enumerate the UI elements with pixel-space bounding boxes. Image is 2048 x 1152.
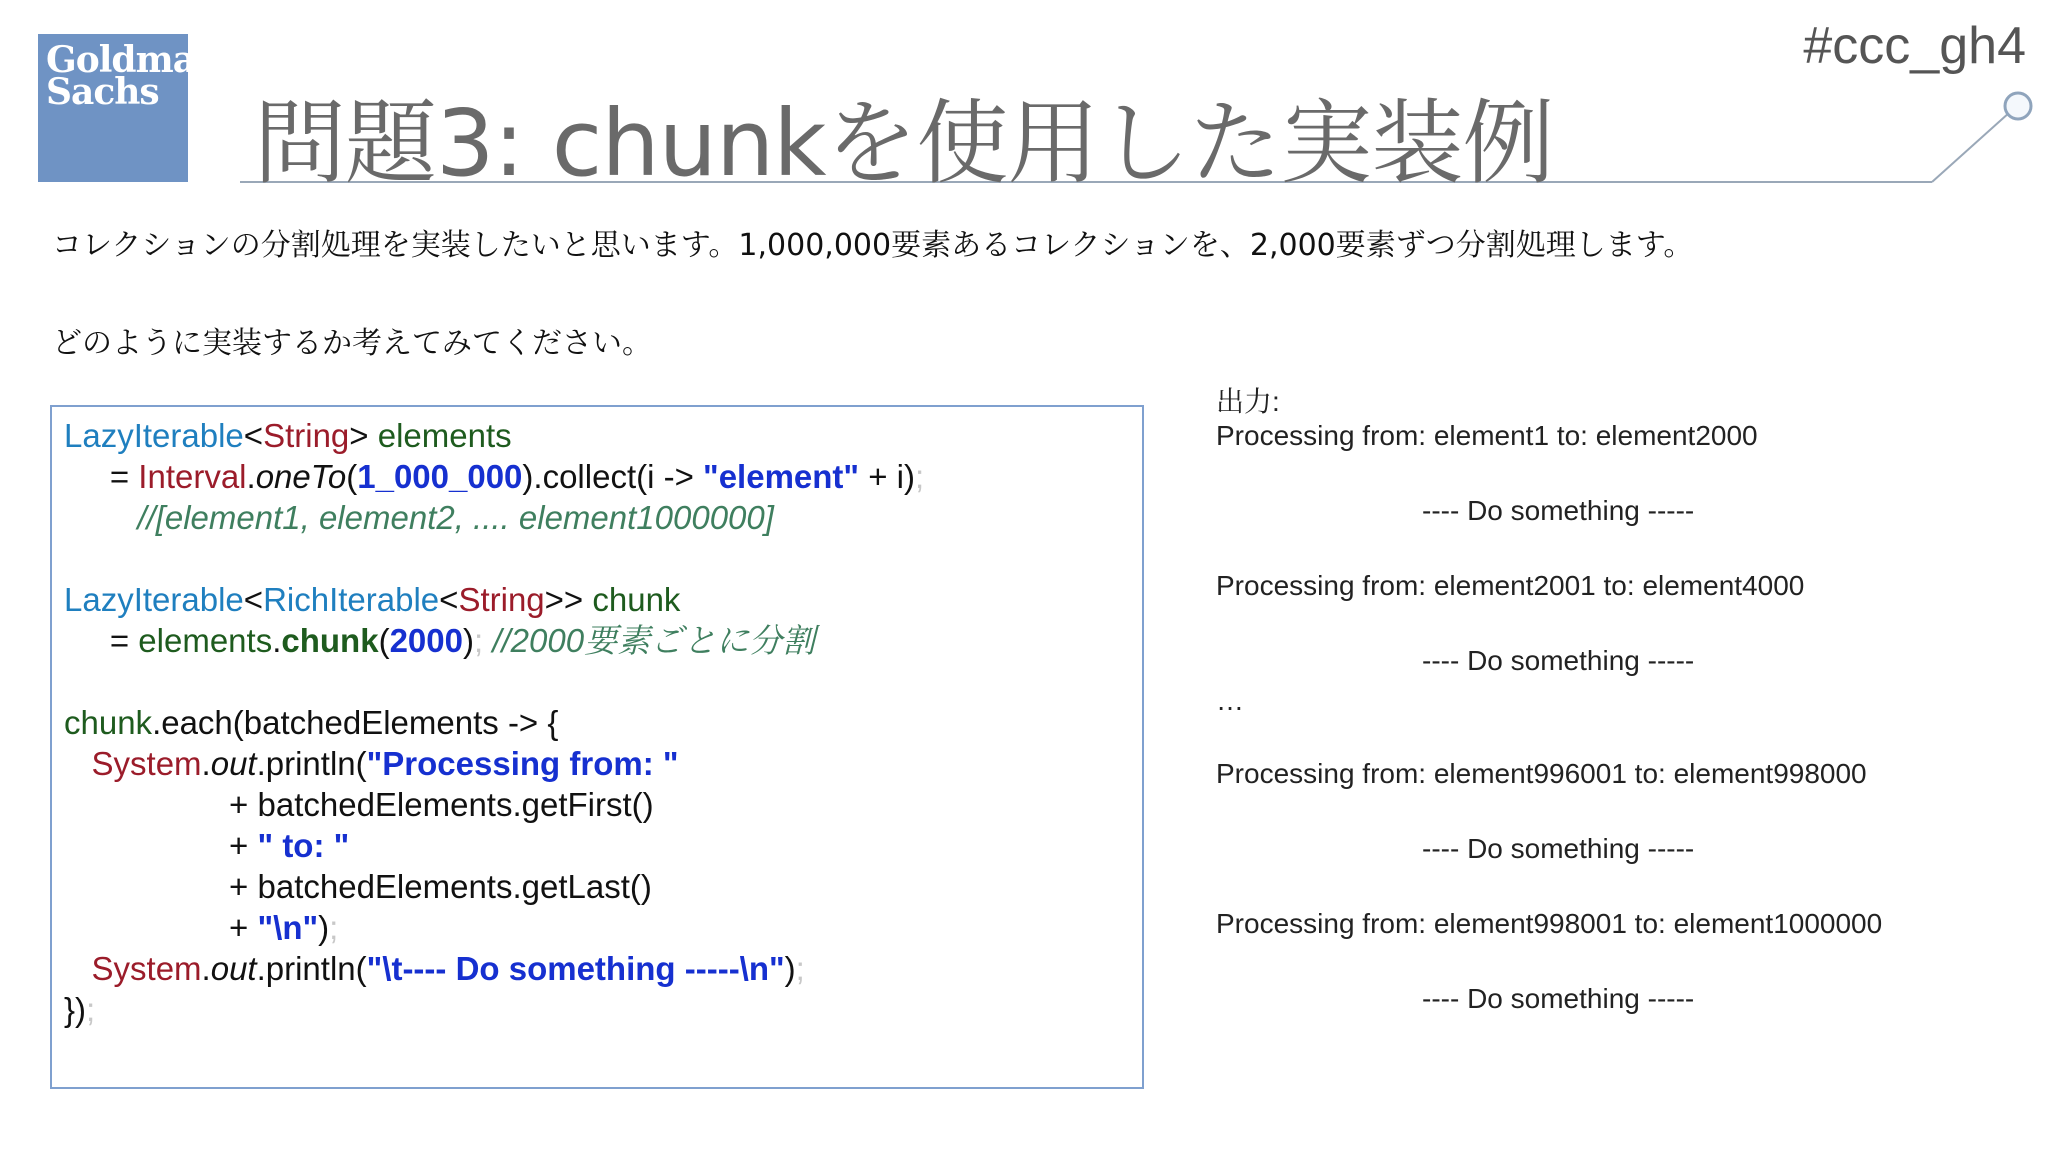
- title-rule-circle: [2005, 93, 2031, 119]
- code-token: (: [378, 622, 390, 659]
- output-line: ---- Do something -----: [1422, 495, 1695, 526]
- code-token: ;: [473, 622, 484, 659]
- code-token: LazyIterable: [64, 581, 244, 618]
- code-token: [64, 868, 229, 905]
- code-token: [64, 786, 229, 823]
- code-token: RichIterable: [263, 581, 440, 618]
- code-token: System: [91, 950, 202, 987]
- code-blank-line: [64, 661, 1142, 702]
- output-line: Processing from: element2001 to: element4000: [1216, 570, 1805, 601]
- code-token: ): [784, 950, 796, 987]
- code-token: <: [243, 417, 264, 454]
- code-line-10: [64, 866, 1142, 907]
- code-token: ).collect(i ->: [522, 458, 704, 495]
- code-token: ): [462, 622, 474, 659]
- code-token: .each(batchedElements -> {: [152, 704, 559, 741]
- code-blank-line: [64, 538, 1142, 579]
- output-line: …: [1216, 685, 1244, 716]
- code-token: System: [91, 745, 202, 782]
- code-token: .println(: [256, 950, 367, 987]
- code-token: out: [210, 950, 257, 987]
- code-token: LazyIterable: [64, 417, 244, 454]
- output-label: 出力:: [1216, 386, 1280, 417]
- code-token: " to: ": [257, 827, 350, 864]
- code-token: String: [458, 581, 545, 618]
- output-line: Processing from: element996001 to: element998000: [1216, 758, 1867, 789]
- code-line-11: [64, 907, 1142, 948]
- code-token: + i): [859, 458, 915, 495]
- code-token: oneTo: [255, 458, 347, 495]
- code-token: elements: [138, 622, 273, 659]
- output-line: ---- Do something -----: [1422, 983, 1695, 1014]
- code-token: + batchedElements.getLast(): [229, 868, 652, 905]
- code-token: 2000: [389, 622, 463, 659]
- code-line-2: [64, 456, 1142, 497]
- code-token: "Processing from: ": [366, 745, 679, 782]
- code-line-7: [64, 743, 1142, 784]
- code-token: Interval: [138, 458, 247, 495]
- code-token: 1_000_000: [357, 458, 523, 495]
- code-line-8: [64, 784, 1142, 825]
- code-token: [64, 909, 229, 946]
- code-token: .: [246, 458, 256, 495]
- code-token: "element": [703, 458, 860, 495]
- code-line-5: [64, 620, 1142, 661]
- hashtag: #ccc_gh4: [1803, 17, 2026, 75]
- code-comment: //2000要素ごとに分割: [483, 622, 816, 659]
- code-token: [64, 950, 92, 987]
- code-token: ;: [86, 991, 96, 1028]
- code-token: String: [263, 417, 350, 454]
- code-line-1: [64, 415, 1142, 456]
- code-token: [64, 745, 92, 782]
- code-line-4: [64, 579, 1142, 620]
- code-token: [64, 499, 137, 536]
- code-token: elements: [368, 417, 512, 454]
- code-token: ;: [329, 909, 339, 946]
- code-line-12: [64, 948, 1142, 989]
- code-token: >>: [544, 581, 593, 618]
- code-comment: //[element1, element2, .... element1000000]: [137, 499, 774, 536]
- code-token: =: [64, 458, 139, 495]
- slide-title: 問題3: chunkを使用した実装例: [254, 90, 1554, 197]
- code-token: out: [210, 745, 257, 782]
- code-line-3: [64, 497, 1142, 538]
- code-token: +: [229, 827, 258, 864]
- code-token: }): [64, 991, 87, 1028]
- code-token: chunk: [592, 581, 681, 618]
- description-line-1: コレクションの分割処理を実装したいと思います。1,000,000要素あるコレクションを、2,000要素ずつ分割処理します。: [52, 228, 1694, 263]
- code-line-6: [64, 702, 1142, 743]
- code-token: =: [64, 622, 139, 659]
- code-line-9: [64, 825, 1142, 866]
- output-line: Processing from: element1 to: element2000: [1216, 420, 1758, 451]
- code-token: "\n": [257, 909, 319, 946]
- code-token: chunk: [281, 622, 379, 659]
- code-token: <: [439, 581, 459, 618]
- code-token: ;: [915, 458, 925, 495]
- code-token: .: [201, 745, 211, 782]
- description-line-2: どのように実装するか考えてみてください。: [52, 326, 652, 361]
- code-token: .: [201, 950, 211, 987]
- code-token: ): [318, 909, 330, 946]
- code-block: [50, 405, 1144, 1089]
- logo-line-2: Sachs: [46, 71, 159, 113]
- output-line: Processing from: element998001 to: element1000000: [1216, 908, 1883, 939]
- code-token: [64, 827, 229, 864]
- output-line: ---- Do something -----: [1422, 645, 1695, 676]
- code-token: .println(: [256, 745, 367, 782]
- code-token: chunk: [64, 704, 153, 741]
- code-token: +: [229, 909, 258, 946]
- output-line: ---- Do something -----: [1422, 833, 1695, 864]
- code-line-13: [64, 989, 1142, 1030]
- code-token: ;: [795, 950, 805, 987]
- code-token: (: [346, 458, 358, 495]
- logo-line-1: Goldman: [46, 39, 221, 81]
- code-token: "\t---- Do something -----\n": [366, 950, 785, 987]
- code-token: .: [272, 622, 282, 659]
- code-token: + batchedElements.getFirst(): [229, 786, 654, 823]
- code-token: <: [243, 581, 264, 618]
- code-token: >: [349, 417, 369, 454]
